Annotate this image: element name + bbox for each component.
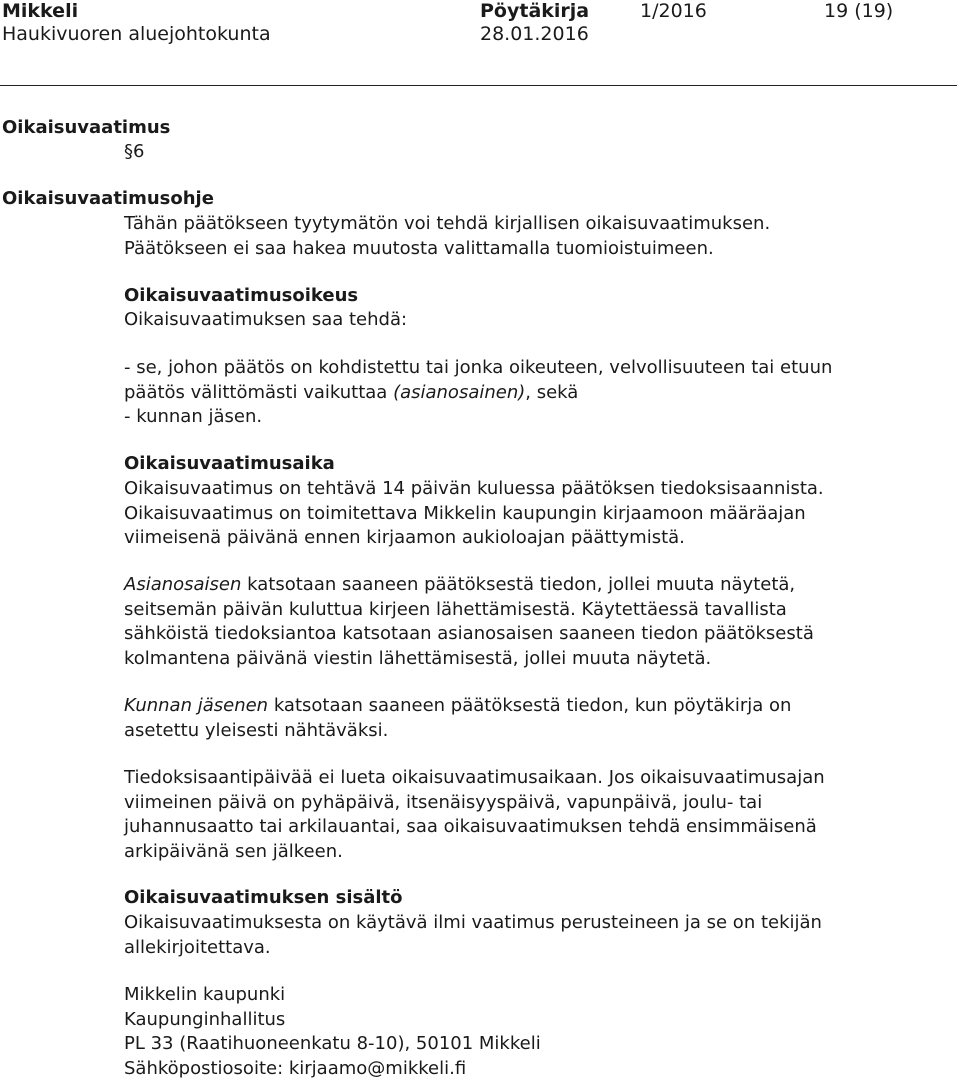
instructions-text bbox=[124, 212, 770, 261]
header-divider bbox=[0, 85, 957, 86]
header-doc-number: 1/2016 bbox=[640, 0, 707, 22]
instructions-title: Oikaisuvaatimusohje bbox=[2, 188, 214, 209]
deadline-para-1 bbox=[124, 477, 824, 551]
right-item-2: - kunnan jäsen. bbox=[124, 406, 263, 427]
instructions-line: Tähän päätökseen tyytymätön voi tehdä kirjallisen oikaisuvaatimuksen. bbox=[124, 213, 771, 234]
right-item-1-line-1: - se, johon päätös on kohdistettu tai jonka oikeuteen, velvollisuuteen tai etuun bbox=[124, 357, 833, 378]
deadline-para-2-line: kolmantena päivänä viestin lähettämisestä, jollei muuta näytetä. bbox=[124, 647, 712, 669]
kunnan-jasenen-term: Kunnan jäsenen bbox=[124, 695, 269, 716]
instructions-line: Päätökseen ei saa hakea muutosta valittamalla tuomioistuimeen. bbox=[124, 237, 714, 259]
deadline-para-2-line: seitsemän päivän kuluttua kirjeen lähettämisestä. Käytettäessä tavallista bbox=[124, 598, 787, 620]
content-title: Oikaisuvaatimuksen sisältö bbox=[124, 887, 403, 908]
header-doc-type: Pöytäkirja bbox=[480, 0, 590, 22]
address-block bbox=[124, 983, 541, 1081]
address-line: Mikkelin kaupunki bbox=[124, 984, 286, 1005]
address-line: PL 33 (Raatihuoneenkatu 8-10), 50101 Mikkeli bbox=[124, 1033, 541, 1054]
deadline-line: viimeisenä päivänä ennen kirjaamon aukioloajan päättymistä. bbox=[124, 527, 685, 548]
deadline-title: Oikaisuvaatimusaika bbox=[124, 453, 335, 474]
deadline-para-3-rest: katsotaan saaneen päätöksestä tiedon, kun pöytäkirja on bbox=[268, 695, 792, 716]
header-body: Haukivuoren aluejohtokunta bbox=[2, 23, 271, 45]
content-text bbox=[124, 911, 822, 960]
header-page-number: 19 (19) bbox=[824, 0, 894, 22]
right-item-1-line-2 bbox=[124, 381, 832, 406]
deadline-para-3-line-1 bbox=[124, 694, 791, 719]
deadline-line: Oikaisuvaatimus on tehtävä 14 päivän kuluessa päätöksen tiedoksisaannista. bbox=[124, 478, 824, 499]
deadline-line: Oikaisuvaatimus on toimitettava Mikkelin kaupungin kirjaamoon määräajan bbox=[124, 502, 806, 524]
header-date: 28.01.2016 bbox=[480, 23, 589, 45]
section-number: §6 bbox=[124, 141, 145, 162]
right-item-1-pre: päätös välittömästi vaikuttaa bbox=[124, 381, 394, 403]
deadline-para-4-line: Tiedoksisaantipäivää ei lueta oikaisuvaatimusaikaan. Jos oikaisuvaatimusajan bbox=[124, 767, 825, 788]
deadline-para-4-line: juhannusaatto tai arkilauantai, saa oikaisuvaatimuksen tehdä ensimmäisenä bbox=[124, 816, 817, 837]
deadline-para-2-line-1 bbox=[124, 573, 814, 598]
address-email-line: Sähköpostiosoite: kirjaamo@mikkeli.fi bbox=[124, 1057, 467, 1079]
right-list bbox=[124, 356, 832, 430]
header-org: Mikkeli bbox=[2, 0, 79, 22]
appeal-title: Oikaisuvaatimus bbox=[2, 117, 171, 138]
deadline-para-4-line: arkipäivänä sen jälkeen. bbox=[124, 840, 343, 862]
deadline-para-3-line-2: asetettu yleisesti nähtäväksi. bbox=[124, 719, 389, 741]
right-title: Oikaisuvaatimusoikeus bbox=[124, 285, 359, 306]
content-line: allekirjoitettava. bbox=[124, 936, 271, 958]
deadline-para-4-line: viimeinen päivä on pyhäpäivä, itsenäisyyspäivä, vapunpäivä, joulu- tai bbox=[124, 791, 763, 813]
asianosaisen-term: Asianosaisen bbox=[124, 574, 242, 595]
asianosainen-term: (asianosainen) bbox=[393, 381, 526, 403]
right-intro: Oikaisuvaatimuksen saa tehdä: bbox=[124, 309, 408, 330]
address-line: Kaupunginhallitus bbox=[124, 1008, 286, 1030]
content-line: Oikaisuvaatimuksesta on käytävä ilmi vaatimus perusteineen ja se on tekijän bbox=[124, 912, 822, 933]
right-item-1-post: , sekä bbox=[525, 381, 579, 403]
deadline-para-2-line: sähköistä tiedoksiantoa katsotaan asianosaisen saaneen tiedon päätöksestä bbox=[124, 623, 814, 644]
deadline-para-3 bbox=[124, 694, 791, 743]
deadline-para-4 bbox=[124, 766, 825, 864]
deadline-para-2-rest: katsotaan saaneen päätöksestä tiedon, jollei muuta näytetä, bbox=[241, 574, 796, 595]
deadline-para-2 bbox=[124, 573, 814, 671]
